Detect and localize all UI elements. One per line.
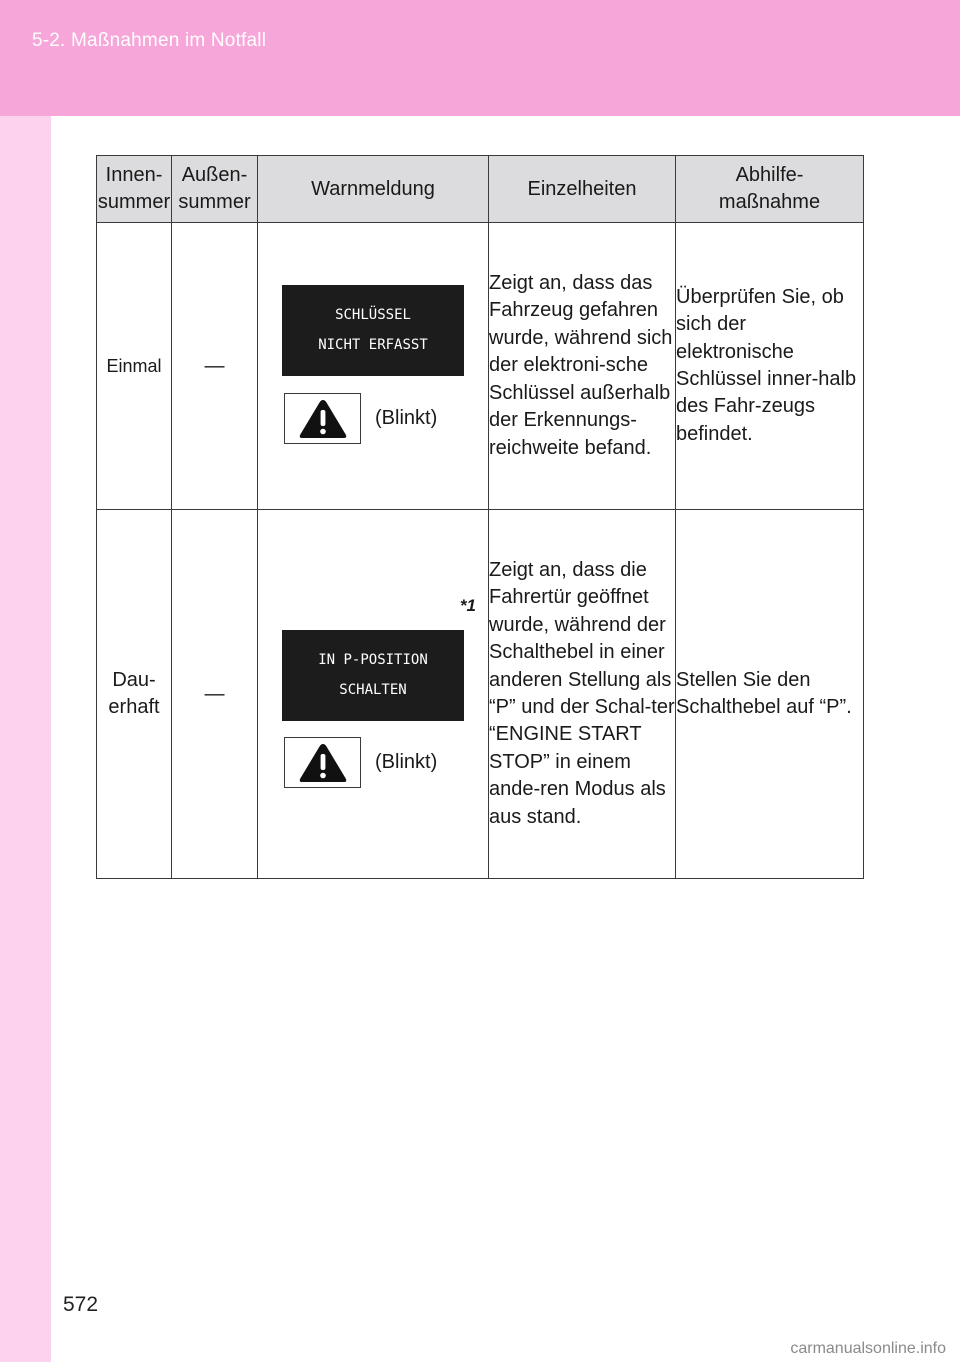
blink-label: (Blinkt) (375, 407, 438, 429)
table-header-row (97, 156, 864, 223)
warning-message-cell (258, 223, 489, 510)
header-warning: Warnmeldung (258, 156, 489, 223)
header-outer-buzzer-line1: Außen- (181, 164, 248, 186)
warning-indicator (284, 393, 361, 444)
header-inner-buzzer-line2: summer (97, 191, 171, 213)
section-title: 5-2. Maßnahmen im Notfall (32, 30, 267, 51)
outer-buzzer-cell: — (172, 510, 258, 879)
display-panel (282, 285, 464, 376)
details-cell: Zeigt an, dass das Fahrzeug gefahren wurde, während sich der elektroni-sche Schlüssel außerhalb der Erkennungs-reichweite befand. (489, 223, 676, 510)
inner-buzzer-cell: Dau-erhaft (97, 510, 172, 879)
header-band (0, 0, 960, 116)
details-cell: Zeigt an, dass die Fahrertür geöffnet wurde, während der Schalthebel in einer anderen Stellung als “P” und der Schal-ter “ENGINE START STOP” in einem ande-ren Modus als aus stand. (489, 510, 676, 879)
side-band (0, 116, 51, 1362)
header-remedy-line1: Abhilfe- (735, 164, 804, 186)
warning-triangle-icon (296, 740, 350, 786)
warning-table (96, 155, 864, 879)
footnote-marker: *1 (459, 596, 476, 615)
header-outer-buzzer (172, 156, 258, 223)
display-line-1: IN P-POSITION (318, 652, 428, 668)
warning-message-cell (258, 510, 489, 879)
display-panel (282, 630, 464, 721)
display-line-2: SCHALTEN (339, 682, 407, 698)
table-row (97, 223, 864, 510)
outer-buzzer-cell: — (172, 223, 258, 510)
header-remedy (676, 156, 864, 223)
header-inner-buzzer (97, 156, 172, 223)
display-line-2: NICHT ERFASST (318, 337, 428, 353)
header-outer-buzzer-line2: summer (178, 191, 251, 213)
watermark: carmanualsonline.info (790, 1340, 946, 1357)
warning-triangle-icon (296, 396, 350, 442)
page-number: 572 (63, 1293, 99, 1316)
display-line-1: SCHLÜSSEL (335, 307, 411, 323)
remedy-cell: Stellen Sie den Schalthebel auf “P”. (676, 510, 864, 879)
inner-buzzer-cell: Einmal (97, 223, 172, 510)
remedy-cell: Überprüfen Sie, ob sich der elektronische Schlüssel inner-halb des Fahr-zeugs befindet. (676, 223, 864, 510)
header-details: Einzelheiten (489, 156, 676, 223)
header-remedy-line2: maßnahme (718, 191, 821, 213)
blink-label: (Blinkt) (375, 751, 438, 773)
header-inner-buzzer-line1: Innen- (105, 164, 163, 186)
table-row (97, 510, 864, 879)
warning-indicator (284, 737, 361, 788)
